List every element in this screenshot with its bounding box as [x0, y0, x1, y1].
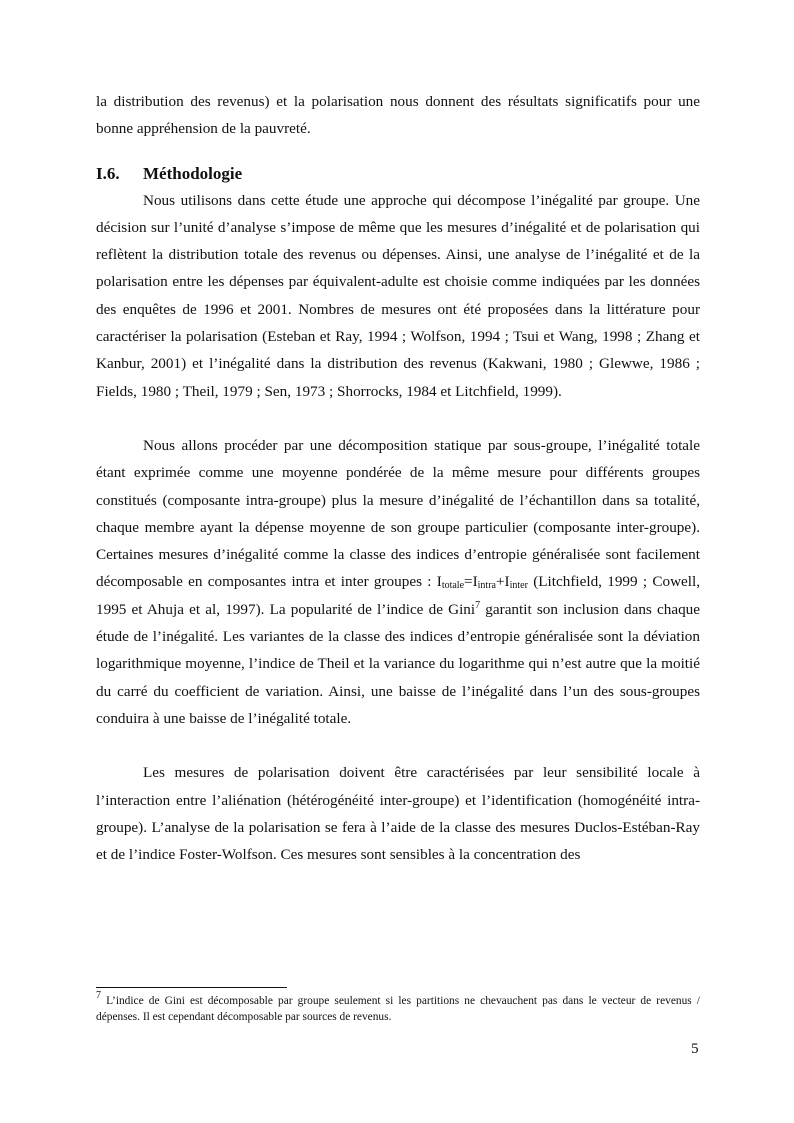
paragraph-polarisation: Les mesures de polarisation doivent être caractérisées par leur sensibilité locale à l’interaction entre l’aliénation (hétérogénéité inter-groupe) et l’identification (homogénéité intra-groupe). L’analyse de la polarisation se fera à l’aide de la classe des mesures Duclos-Estéban-Ray et de l’indice Foster-Wolfson. Ces mesures sont sensibles à la concentration des — [96, 764, 700, 864]
footnote-content: L’indice de Gini est décomposable par groupe seulement si les partitions ne chevauchent pas dans le vecteur de revenus / dépenses. Il est cependant décomposable par sources de revenus. — [96, 995, 700, 1023]
paragraph-text: (Litchfield, 1999 ; Cowell, 1995 et Ahuja et al, 1997). La popularité de l’indice de Gini — [96, 573, 701, 618]
section-title: Méthodologie — [143, 163, 243, 183]
formula-subscript: inter — [509, 580, 528, 592]
footnote — [96, 987, 700, 1025]
formula-subscript: intra — [477, 580, 496, 592]
paragraph-gap — [96, 732, 700, 759]
formula — [437, 573, 528, 590]
footnote-divider — [96, 987, 287, 988]
page-number: 5 — [691, 1040, 699, 1057]
formula-symbol: I — [436, 573, 442, 591]
paragraph-text: Nous allons procéder par une décomposition statique par sous-groupe, l’inégalité totale étant exprimée comme une moyenne pondérée de la même mesure pour différents groupes constitués (composante intra-groupe) plus la mesure d’inégalité de l’échantillon dans sa totalité, chaque membre ayant la dépense moyenne de son groupe particulier (composante inter-groupe). Certaines mesures d’inégalité comme la classe des indices d’entropie généralisée sont facilement décomposable en composantes intra et inter groupes : — [96, 436, 700, 591]
footnote-reference: 7 — [475, 599, 481, 611]
paragraph-gap — [96, 405, 700, 432]
formula-subscript: totale — [441, 580, 465, 592]
intro-paragraph: la distribution des revenus) et la polarisation nous donnent des résultats significatifs pour une bonne appréhension de la pauvreté. — [96, 93, 700, 138]
section-number: I.6. — [96, 163, 120, 183]
section-heading — [96, 161, 700, 187]
footnote-text — [96, 990, 700, 1025]
paragraph-decomposition — [96, 432, 700, 732]
paragraph-methodology: Nous utilisons dans cette étude une approche qui décompose l’inégalité par groupe. Une décision sur l’unité d’analyse s’impose de même que les mesures d’inégalité et de polarisation qui reflètent la distribution totale des revenus ou dépenses. Ainsi, une analyse de l’inégalité et de la polarisation entre les dépenses par équivalent-adulte est choisie comme indiquées par les données des enquêtes de 1996 et 2001. Nombres de mesures ont été proposées dans la littérature pour caractériser la polarisation (Esteban et Ray, 1994 ; Wolfson, 1994 ; Tsui et Wang, 1998 ; Zhang et Kanbur, 2001) et l’inégalité dans la distribution des revenus (Kakwani, 1980 ; Glewwe, 1986 ; Fields, 1980 ; Theil, 1979 ; Sen, 1973 ; Shorrocks, 1984 et Litchfield, 1999). — [96, 191, 700, 400]
formula-symbol: +I — [495, 573, 510, 591]
paragraph-text: garantit son inclusion dans chaque étude de l’inégalité. Les variantes de la classe des indices d’entropie généralisée sont la déviation logarithmique moyenne, l’indice de Theil et la variance du logarithme qui n’est autre que la moitié du carré du coefficient de variation. Ainsi, une baisse de l’inégalité dans l’un des sous-groupes conduira à une baisse de l’inégalité totale. — [96, 600, 700, 727]
page-body — [96, 88, 700, 868]
footnote-marker: 7 — [96, 990, 101, 1001]
formula-symbol: =I — [464, 573, 478, 591]
